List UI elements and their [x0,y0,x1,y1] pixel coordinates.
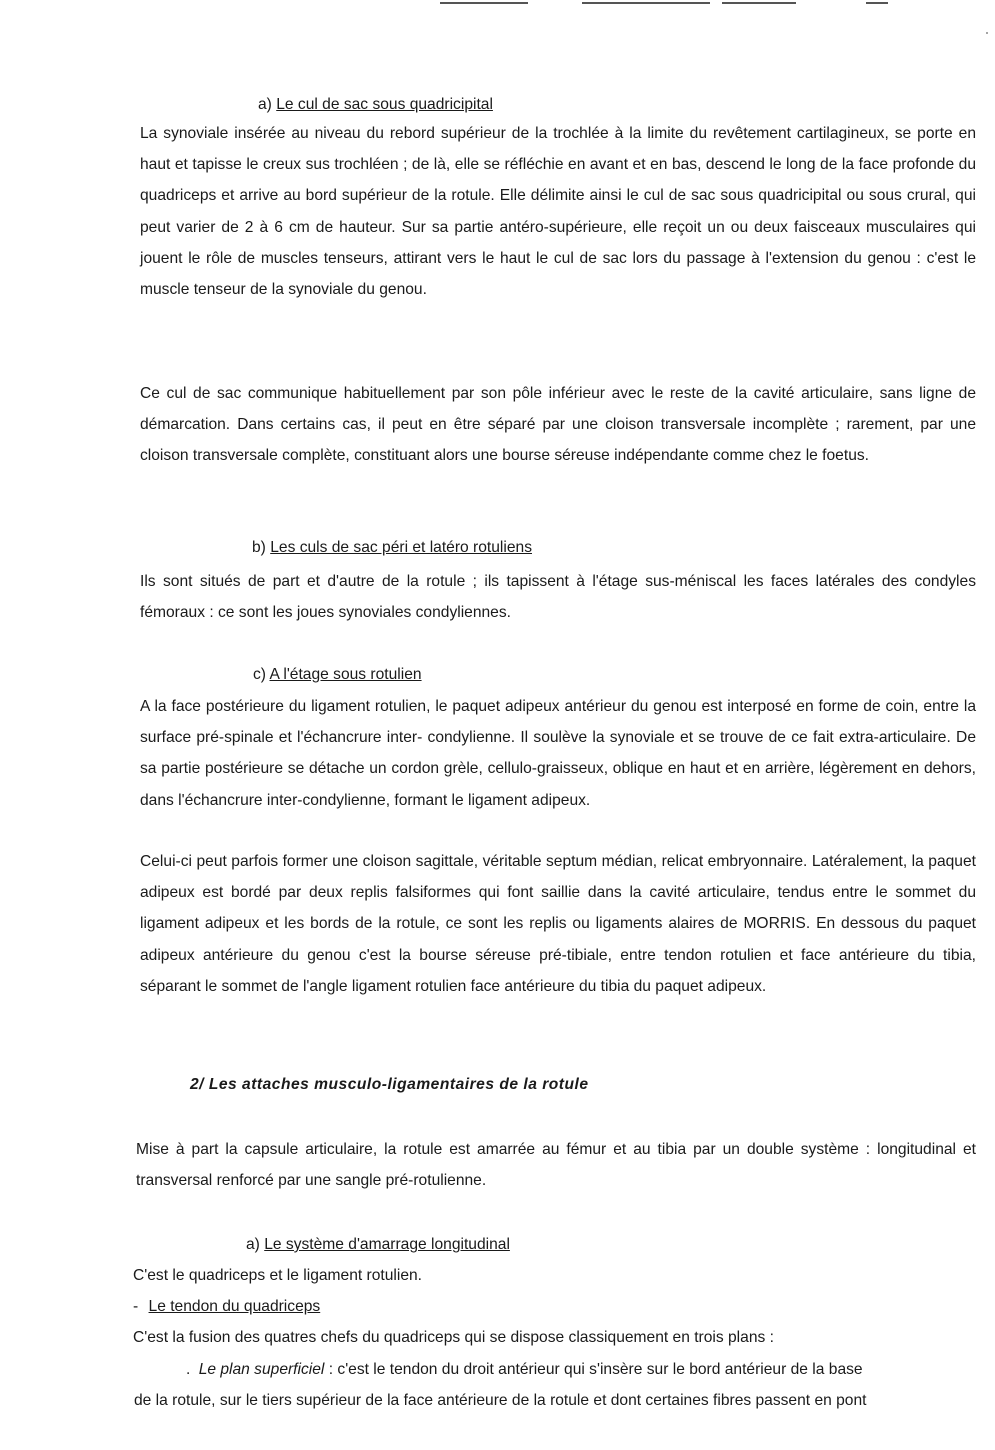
subsection-heading-a1 [258,94,493,116]
paragraph-a1-1: La synoviale insérée au niveau du rebord supérieur de la trochlée à la limite du revêtement cartilagineux, se porte en haut et tapisse le creux sus trochléen ; de là, elle se réfléchie en avant et en bas, descend le long de la face profonde du quadriceps et arrive au bord supérieur de la rotule. Elle délimite ainsi le cul de sac sous quadricipital ou sous crural, qui peut varier de 2 à 6 cm de hauteur. Sur sa partie antéro-supérieure, elle reçoit un ou deux faisceaux musculaires qui jouent le rôle de muscles tenseurs, attirant vers le haut le cul de sac lors du passage à l'extension du genou : c'est le muscle tenseur de la synoviale du genou. [140,125,976,299]
text-line-a2-1: C'est le quadriceps et le ligament rotulien. [133,1267,423,1284]
text-line-a2-5: de la rotule, sur le tiers supérieur de la face antérieure de la rotule et dont certaines fibres passent en pont [134,1392,867,1409]
plan-label: Le plan superficiel [198,1361,325,1378]
subsection-heading-b [252,537,532,559]
subsection-title: Les culs de sac péri et latéro rotuliens [270,539,532,556]
section-title-2: 2/ Les attaches musculo-ligamentaires de la rotule [190,1076,589,1093]
paragraph-2-1: Mise à part la capsule articulaire, la rotule est amarrée au fémur et au tibia par un double système : longitudinal et transversal renforcé par une sangle pré-rotulienne. [136,1141,976,1190]
subsection-title: Le système d'amarrage longitudinal [264,1236,510,1253]
subsection-label: a) [258,96,272,113]
text-line-a2-4 [186,1359,863,1381]
text-line-a2-3: C'est la fusion des quatres chefs du quadriceps qui se dispose classiquement en trois plans : [133,1329,774,1346]
subsection-title: A l'étage sous rotulien [269,666,422,683]
subsection-label: c) [253,666,266,683]
top-scan-marks [0,0,995,10]
subsection-title: Le cul de sac sous quadricipital [276,96,493,113]
list-dash: - [133,1298,139,1315]
paragraph-c-1: A la face postérieure du ligament rotulien, le paquet adipeux antérieur du genou est interposé en forme de coin, entre la surface pré-spinale et l'échancrure inter- condylienne. Il soulève la synoviale et se trouve de ce fait extra-articulaire. De sa partie postérieure se détache un cordon grèle, cellulo-graisseux, oblique en haut et en arrière, légèrement en dehors, dans l'échancrure inter-condylienne, formant le ligament adipeux. [140,698,976,809]
list-item-title: Le tendon du quadriceps [148,1298,321,1315]
subsection-heading-c [253,664,422,686]
subsection-label: a) [246,1236,260,1253]
paragraph-b-1: Ils sont situés de part et d'autre de la rotule ; ils tapissent à l'étage sus-méniscal les faces latérales des condyles fémoraux : ce sont les joues synoviales condyliennes. [140,573,976,622]
list-bullet: . [186,1361,191,1378]
subsection-heading-a2 [246,1234,510,1256]
text-line-a2-2 [133,1296,320,1318]
paragraph-a1-2: Ce cul de sac communique habituellement par son pôle inférieur avec le reste de la cavité articulaire, sans ligne de démarcation. Dans certains cas, il peut en être séparé par une cloison transversale incomplète ; rarement, par une cloison transversale complète, constituant alors une bourse séreuse indépendante comme chez le foetus. [140,385,976,465]
scan-speck [986,32,988,34]
subsection-label: b) [252,539,266,556]
plan-description: : c'est le tendon du droit antérieur qui s'insère sur le bord antérieur de la base [328,1361,863,1378]
paragraph-c-2: Celui-ci peut parfois former une cloison sagittale, véritable septum médian, relicat embryonnaire. Latéralement, la paquet adipeux est bordé par deux replis falsiformes qui font saillie dans la cavité articulaire, tendus entre le sommet du ligament adipeux et les bords de la rotule, ce sont les replis ou ligaments alaires de MORRIS. En dessous du paquet adipeux antérieure du genou c'est la bourse séreuse pré-tibiale, entre tendon rotulien et face antérieure du tibia, séparant le sommet de l'angle ligament rotulien face antérieure du tibia du paquet adipeux. [140,853,976,995]
